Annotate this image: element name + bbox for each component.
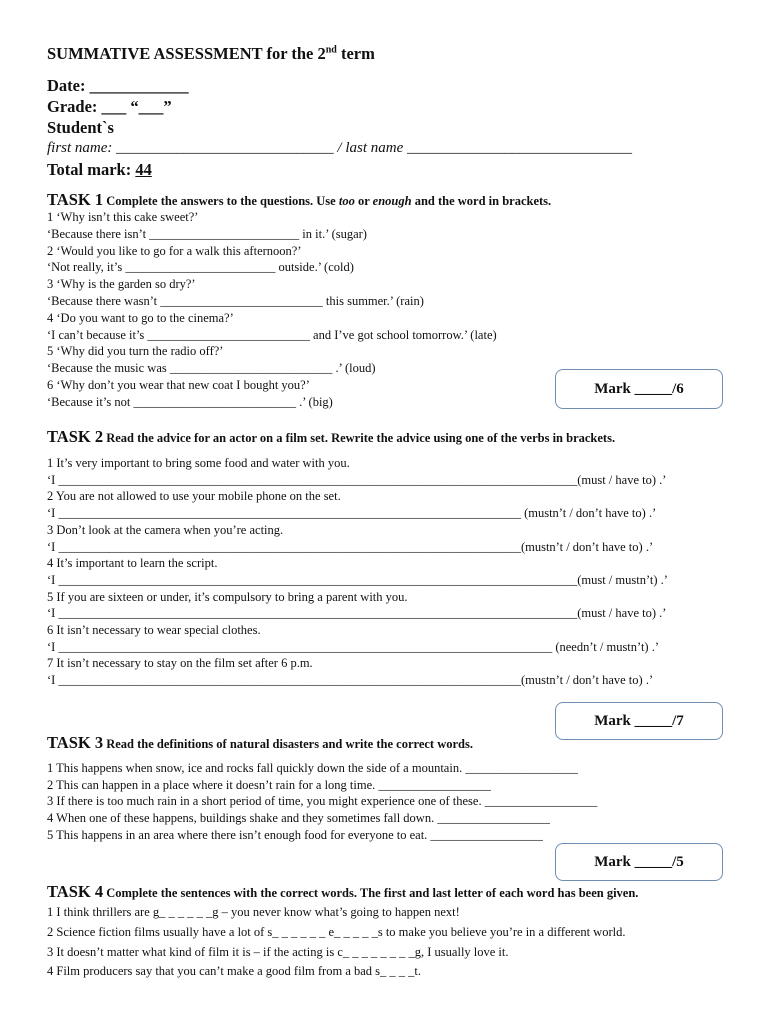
task1-line: 5 ‘Why did you turn the radio off?’ [47, 344, 224, 359]
task2-line: ‘I ___________________________________________________________________________________(must / have to) .’ [47, 606, 667, 621]
task1-line: ‘I can’t because it’s __________________________ and I’ve got school tomorrow.’ (late) [47, 327, 497, 342]
task1-line: 6 ‘Why don’t you wear that new coat I bought you?’ [47, 378, 310, 392]
task3-heading: TASK 3 Read the definitions of natural disasters and write the correct words. [47, 733, 473, 752]
task3-line: 5 This happens in an area where there isn’t enough food for everyone to eat. __________________ [47, 827, 543, 842]
task2-mark-box: Mark _____/7 [555, 702, 723, 740]
task2-line: 2 You are not allowed to use your mobile phone on the set. [47, 489, 341, 504]
task1-mark-box: Mark _____/6 [555, 369, 723, 409]
date-field: Date: ____________ [47, 76, 189, 95]
grade-field: Grade: ___ “___” [47, 97, 172, 116]
task2-line: 5 If you are sixteen or under, it’s compulsory to bring a parent with you. [47, 589, 408, 604]
task2-line: ‘I ___________________________________________________________________________________(must / mustn’t) .’ [47, 572, 668, 587]
task3-line: 2 This can happen in a place where it doesn’t rain for a long time. __________________ [47, 777, 491, 792]
task4-line: 1 I think thrillers are g_ _ _ _ _ _g – you never know what’s going to happen next! [47, 905, 460, 919]
task2-heading: TASK 2 Read the advice for an actor on a film set. Rewrite the advice using one of the verbs in brackets. [47, 427, 616, 446]
task2-line: 3 Don’t look at the camera when you’re acting. [47, 522, 284, 537]
task4-line: 2 Science fiction films usually have a lot of s_ _ _ _ _ _ e_ _ _ _ _s to make you believe you’re in a different world. [47, 924, 626, 939]
task2-line: ‘I __________________________________________________________________________(mustn’t / don’t have to) .’ [47, 539, 654, 554]
task1-line: 4 ‘Do you want to go to the cinema?’ [47, 310, 234, 325]
task3-line: 1 This happens when snow, ice and rocks fall quickly down the side of a mountain. __________________ [47, 761, 578, 775]
task2-line: 7 It isn’t necessary to stay on the film set after 6 p.m. [47, 656, 313, 671]
task2-line: ‘I _______________________________________________________________________________ (needn’t / mustn’t) .’ [47, 639, 660, 654]
task1-line: ‘Not really, it’s ________________________ outside.’ (cold) [47, 260, 354, 275]
task2-line: ‘I __________________________________________________________________________(mustn’t / don’t have to) .’ [47, 673, 654, 688]
task1-heading: TASK 1 Complete the answers to the questions. Use too or enough and the word in brackets. [47, 190, 552, 209]
task2-line: 1 It’s very important to bring some food and water with you. [47, 456, 350, 470]
task1-line: ‘Because there isn’t ________________________ in it.’ (sugar) [47, 226, 367, 241]
task4-line: 3 It doesn’t matter what kind of film it is – if the acting is c_ _ _ _ _ _ _ _g, I usually love it. [47, 944, 509, 959]
task3-mark-box: Mark _____/5 [555, 843, 723, 881]
task1-line: 2 ‘Would you like to go for a walk this afternoon?’ [47, 243, 302, 258]
task2-line: ‘I ___________________________________________________________________________________(must / have to) .’ [47, 472, 667, 487]
task2-line: ‘I __________________________________________________________________________ (mustn’t / don’t have to) .’ [47, 506, 657, 521]
task1-line: ‘Because the music was __________________________ .’ (loud) [47, 361, 376, 376]
task1-line: ‘Because it’s not __________________________ .’ (big) [47, 394, 333, 409]
task1-line: 3 ‘Why is the garden so dry?’ [47, 277, 196, 292]
task1-line: ‘Because there wasn’t __________________________ this summer.’ (rain) [47, 294, 424, 308]
task2-line: 6 It isn’t necessary to wear special clothes. [47, 623, 261, 637]
total-mark: Total mark: 44 [47, 160, 152, 179]
task2-line: 4 It’s important to learn the script. [47, 556, 218, 571]
students-label: Student`s [47, 118, 114, 137]
task3-line: 4 When one of these happens, buildings shake and they sometimes fall down. __________________ [47, 811, 550, 826]
task4-heading: TASK 4 Complete the sentences with the correct words. The first and last letter of each word has been given. [47, 882, 639, 901]
task1-line: 1 ‘Why isn’t this cake sweet?’ [47, 210, 199, 224]
name-field: first name: _____________________________ / last name ______________________________ [47, 140, 632, 156]
page-title: SUMMATIVE ASSESSMENT for the 2nd term [47, 44, 375, 63]
task4-line: 4 Film producers say that you can’t make a good film from a bad s_ _ _ _t. [47, 964, 421, 979]
task3-line: 3 If there is too much rain in a short period of time, you might experience one of these. __________________ [47, 794, 598, 809]
